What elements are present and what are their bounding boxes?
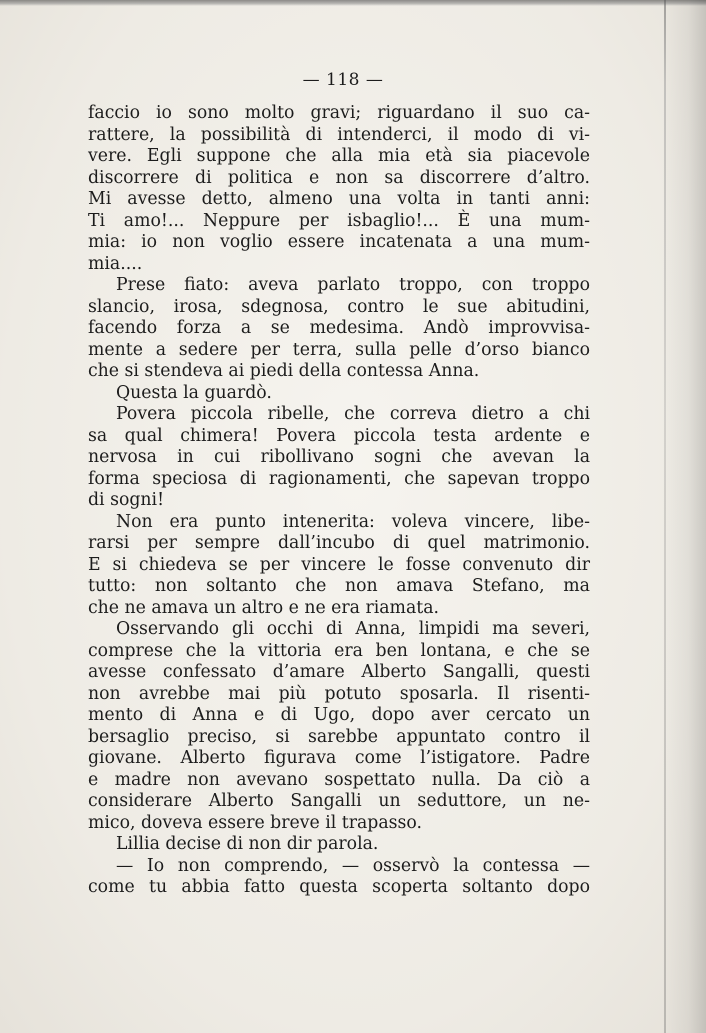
page-fold-line bbox=[664, 0, 666, 1033]
text-line: Ti amo!... Neppure per isbaglio!... È una mum- bbox=[88, 210, 590, 231]
text-line: giovane. Alberto figurava come l’istigatore. Padre bbox=[88, 748, 590, 768]
text-line: Prese fiato: aveva parlato troppo, con troppo bbox=[116, 275, 590, 295]
text-line: — Io non comprendo, — osservò la contessa — bbox=[116, 855, 590, 876]
text-line: considerare Alberto Sangalli un seduttore, un ne- bbox=[88, 791, 590, 811]
page-number: — 118 — bbox=[302, 70, 384, 90]
text-line: Osservando gli occhi di Anna, limpidi ma severi, bbox=[116, 619, 590, 639]
text-line: nervosa in cui ribollivano sogni che avevan la bbox=[88, 447, 590, 467]
text-line: come tu abbia fatto questa scoperta soltanto dopo bbox=[88, 877, 590, 897]
text-line: facendo forza a se medesima. Andò improvvisa- bbox=[88, 318, 590, 338]
text-line: vere. Egli suppone che alla mia età sia piacevole bbox=[88, 146, 590, 166]
text-line: mia: io non voglio essere incatenata a una mum- bbox=[88, 232, 590, 252]
text-line: slancio, irosa, sdegnosa, contro le sue abitudini, bbox=[88, 296, 590, 317]
text-line: che si stendeva ai piedi della contessa Anna. bbox=[88, 361, 480, 381]
text-line: bersaglio preciso, si sarebbe appuntato contro il bbox=[88, 726, 590, 747]
text-line: e madre non avevano sospettato nulla. Da ciò a bbox=[88, 769, 590, 790]
text-line: Non era punto intenerita: voleva vincere, libe- bbox=[116, 511, 590, 532]
text-line: Questa la guardò. bbox=[116, 382, 272, 403]
text-line: E si chiedeva se per vincere le fosse convenuto dir bbox=[88, 554, 590, 575]
text-line: mia.... bbox=[88, 253, 143, 274]
text-line: forma speciosa di ragionamenti, che sapevan troppo bbox=[88, 468, 590, 489]
text-line: sa qual chimera! Povera piccola testa ardente e bbox=[88, 425, 590, 446]
text-line: comprese che la vittoria era ben lontana, e che se bbox=[88, 640, 590, 661]
text-line: mento di Anna e di Ugo, dopo aver cercato un bbox=[88, 705, 590, 725]
page-top-edge-shadow bbox=[0, 0, 706, 6]
text-line: faccio io sono molto gravi; riguardano il suo ca- bbox=[88, 103, 590, 123]
text-line: rattere, la possibilità di intenderci, il modo di vi- bbox=[88, 124, 590, 145]
text-line: mente a sedere per terra, sulla pelle d’orso bianco bbox=[88, 339, 590, 360]
text-line: Lillia decise di non dir parola. bbox=[116, 834, 379, 854]
text-line: non avrebbe mai più potuto sposarla. Il risenti- bbox=[88, 683, 590, 704]
text-line: di sogni! bbox=[88, 490, 165, 510]
text-line: rarsi per sempre dall’incubo di quel matrimonio. bbox=[88, 533, 590, 553]
text-line: mico, doveva essere breve il trapasso. bbox=[88, 812, 422, 833]
text-line: discorrere di politica e non sa discorrere d’altro. bbox=[88, 167, 590, 188]
text-line: Povera piccola ribelle, che correva dietro a chi bbox=[116, 404, 590, 424]
body-text bbox=[88, 103, 590, 899]
page-right-edge-shadow bbox=[662, 0, 706, 1033]
text-line: tutto: non soltanto che non amava Stefano, ma bbox=[88, 576, 590, 596]
text-line: Mi avesse detto, almeno una volta in tanti anni: bbox=[88, 189, 590, 209]
text-line: avesse confessato d’amare Alberto Sangalli, questi bbox=[88, 662, 590, 682]
text-line: che ne amava un altro e ne era riamata. bbox=[88, 597, 439, 618]
